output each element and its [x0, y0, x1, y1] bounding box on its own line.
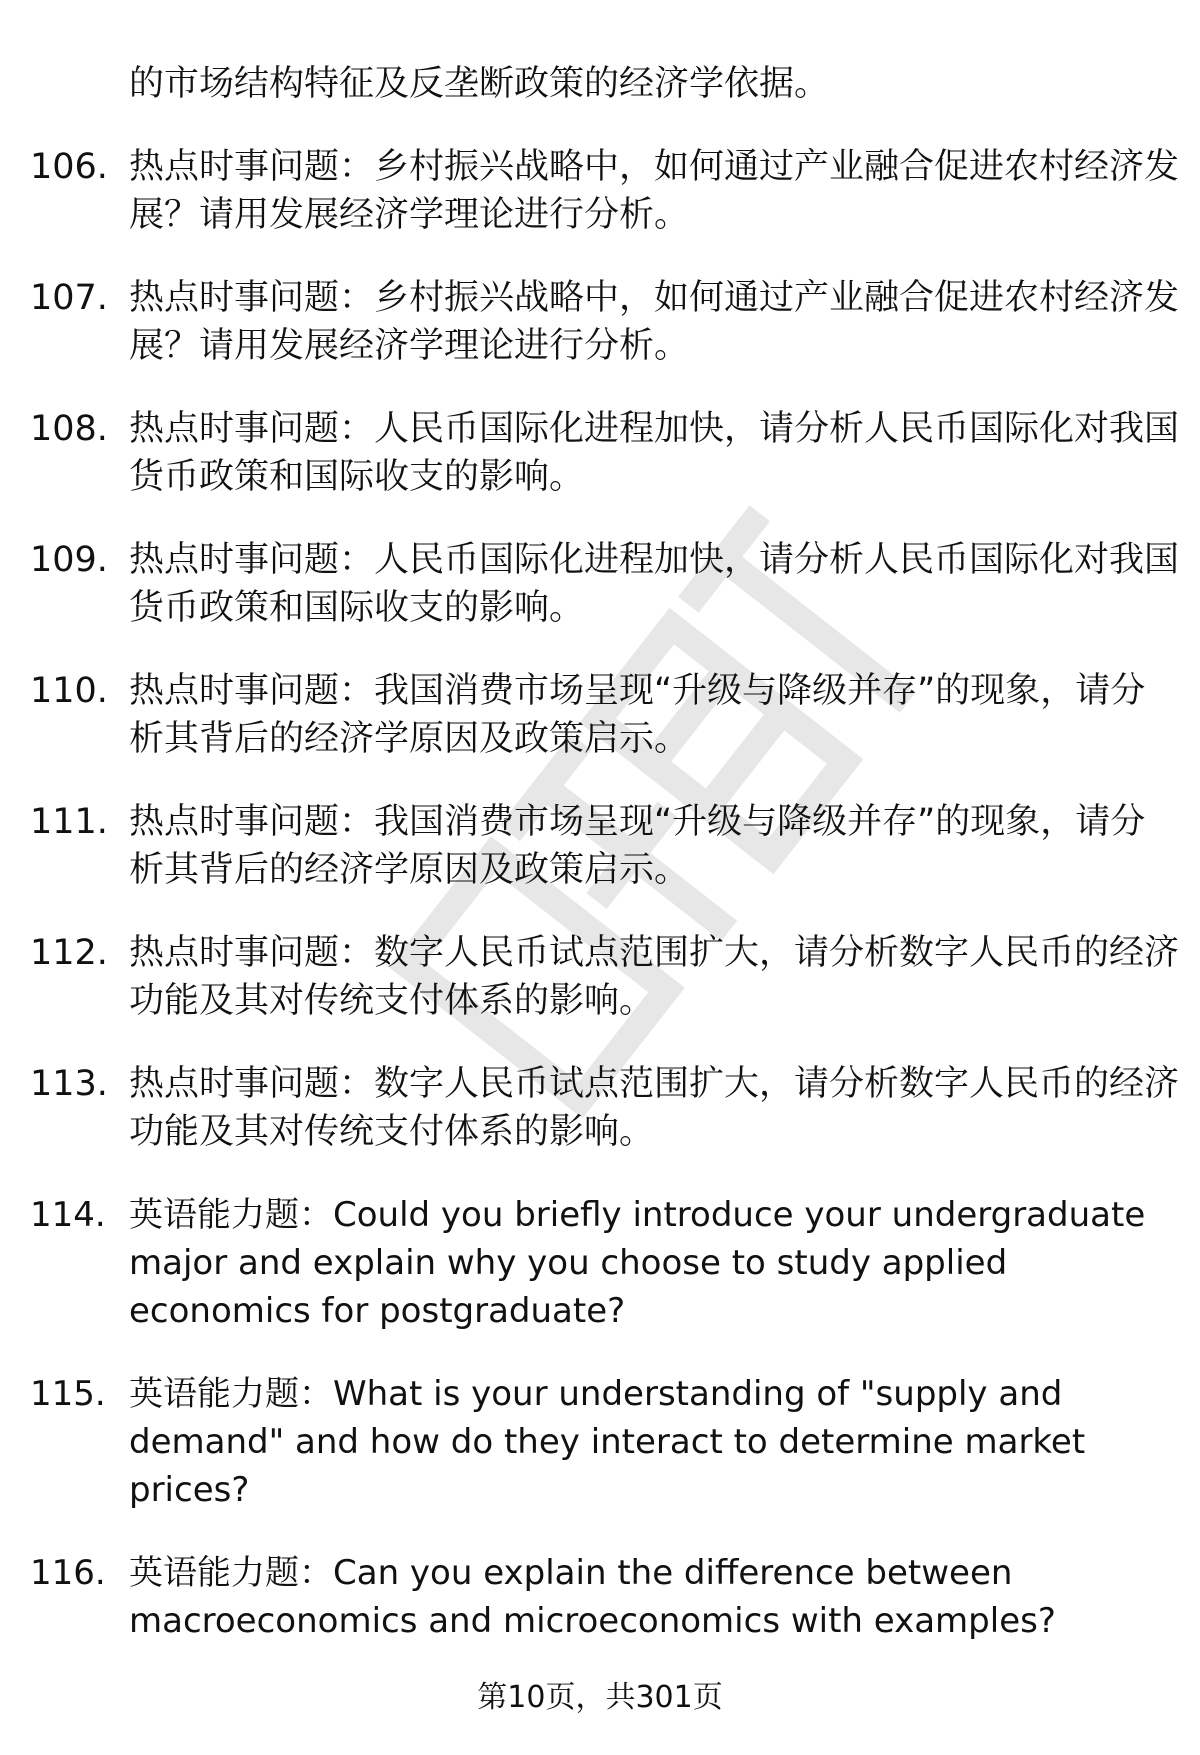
- continuation-line: 的市场结构特征及反垄断政策的经济学依据。: [129, 64, 830, 104]
- question-item: [30, 274, 1180, 370]
- question-number: 110.: [30, 671, 108, 711]
- question-number: 113.: [30, 1064, 108, 1104]
- question-item: [30, 1370, 1180, 1514]
- question-text: 热点时事问题：数字人民币试点范围扩大，请分析数字人民币的经济功能及其对传统支付体系的影响。: [129, 933, 1180, 1021]
- question-number: 108.: [30, 409, 108, 449]
- question-text: 热点时事问题：人民币国际化进程加快，请分析人民币国际化对我国货币政策和国际收支的影响。: [129, 540, 1180, 628]
- question-text: 热点时事问题：我国消费市场呈现“升级与降级并存”的现象，请分析其背后的经济学原因及政策启示。: [129, 802, 1146, 890]
- question-item: [30, 798, 1180, 894]
- question-item: [30, 143, 1180, 239]
- question-number: 109.: [30, 540, 108, 580]
- page-footer: 第10页，共301页: [477, 1680, 723, 1715]
- question-item: [30, 405, 1180, 501]
- question-number: 107.: [30, 278, 108, 318]
- question-text: 热点时事问题：乡村振兴战略中，如何通过产业融合促进农村经济发展？请用发展经济学理论进行分析。: [129, 278, 1180, 366]
- question-text: 英语能力题：What is your understanding of "supply and demand" and how do they interact to determine market prices?: [129, 1374, 1086, 1510]
- question-number: 112.: [30, 933, 108, 973]
- question-item: [30, 1191, 1180, 1335]
- question-number: 116.: [30, 1553, 106, 1593]
- question-text: 英语能力题：Can you explain the difference between macroeconomics and microeconomics with examples?: [129, 1553, 1056, 1641]
- question-number: 106.: [30, 147, 108, 187]
- question-list: [30, 60, 1180, 1645]
- question-item: [30, 536, 1180, 632]
- question-item: [30, 667, 1180, 763]
- question-item: [30, 1060, 1180, 1156]
- question-item: [30, 1549, 1180, 1645]
- question-text: 热点时事问题：我国消费市场呈现“升级与降级并存”的现象，请分析其背后的经济学原因及政策启示。: [129, 671, 1146, 759]
- question-number: 115.: [30, 1374, 106, 1414]
- question-text: 英语能力题：Could you briefly introduce your undergraduate major and explain why you choose to study applied economics for postgraduate?: [129, 1195, 1146, 1331]
- question-text: 热点时事问题：人民币国际化进程加快，请分析人民币国际化对我国货币政策和国际收支的影响。: [129, 409, 1180, 497]
- question-item: [30, 929, 1180, 1025]
- question-text: 热点时事问题：乡村振兴战略中，如何通过产业融合促进农村经济发展？请用发展经济学理论进行分析。: [129, 147, 1180, 235]
- question-number: 114.: [30, 1195, 106, 1235]
- question-number: 111.: [30, 802, 108, 842]
- question-text: 热点时事问题：数字人民币试点范围扩大，请分析数字人民币的经济功能及其对传统支付体系的影响。: [129, 1064, 1180, 1152]
